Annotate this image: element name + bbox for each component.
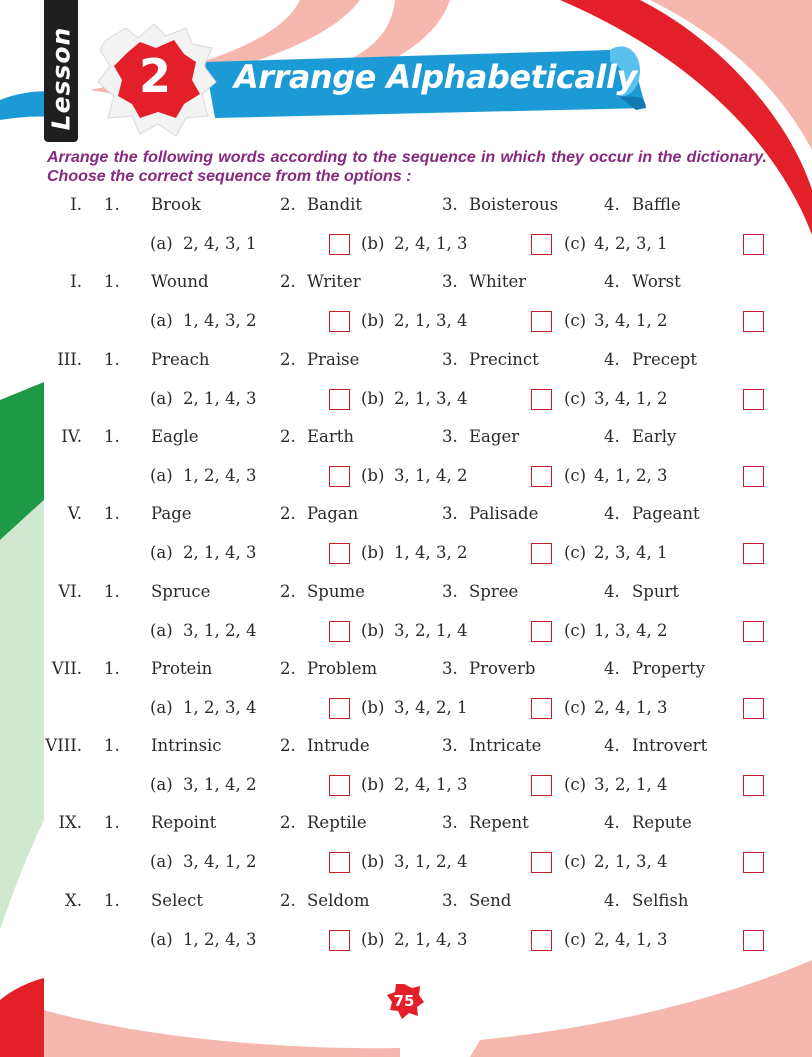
option-c-label: (c) bbox=[564, 234, 587, 253]
option-c-checkbox[interactable] bbox=[743, 466, 764, 487]
option-b-sequence: 3, 2, 1, 4 bbox=[394, 621, 468, 640]
word: Precept bbox=[632, 350, 697, 369]
word: Intrude bbox=[307, 736, 370, 755]
option-c-label: (c) bbox=[564, 621, 587, 640]
option-c-checkbox[interactable] bbox=[743, 930, 764, 951]
option-b-checkbox[interactable] bbox=[531, 775, 552, 796]
option-a-label: (a) bbox=[150, 621, 173, 640]
word: Send bbox=[469, 891, 512, 910]
option-c-sequence: 4, 1, 2, 3 bbox=[594, 466, 668, 485]
word-number: 2. bbox=[280, 813, 296, 832]
option-b-label: (b) bbox=[361, 466, 385, 485]
option-c-checkbox[interactable] bbox=[743, 311, 764, 332]
word-number: 1. bbox=[104, 659, 120, 678]
option-b-checkbox[interactable] bbox=[531, 621, 552, 642]
option-c-sequence: 4, 2, 3, 1 bbox=[594, 234, 668, 253]
option-b-sequence: 3, 1, 4, 2 bbox=[394, 466, 468, 485]
word-number: 1. bbox=[104, 350, 120, 369]
word: Spume bbox=[307, 582, 365, 601]
word: Brook bbox=[151, 195, 201, 214]
option-b-sequence: 2, 4, 1, 3 bbox=[394, 775, 468, 794]
word-number: 1. bbox=[104, 736, 120, 755]
option-c-label: (c) bbox=[564, 311, 587, 330]
word-number: 3. bbox=[442, 427, 458, 446]
word-number: 2. bbox=[280, 659, 296, 678]
option-c-sequence: 2, 4, 1, 3 bbox=[594, 698, 668, 717]
question-numeral: VII. bbox=[51, 659, 82, 678]
option-a-sequence: 1, 2, 3, 4 bbox=[183, 698, 257, 717]
option-a-sequence: 3, 4, 1, 2 bbox=[183, 852, 257, 871]
question-numeral: IV. bbox=[61, 427, 82, 446]
option-b-sequence: 2, 4, 1, 3 bbox=[394, 234, 468, 253]
option-a-checkbox[interactable] bbox=[329, 466, 350, 487]
option-b-checkbox[interactable] bbox=[531, 930, 552, 951]
word-number: 1. bbox=[104, 813, 120, 832]
word-number: 3. bbox=[442, 582, 458, 601]
option-b-label: (b) bbox=[361, 234, 385, 253]
word: Writer bbox=[307, 272, 361, 291]
option-a-sequence: 1, 2, 4, 3 bbox=[183, 930, 257, 949]
option-b-checkbox[interactable] bbox=[531, 389, 552, 410]
word-number: 1. bbox=[104, 272, 120, 291]
option-c-label: (c) bbox=[564, 930, 587, 949]
option-a-label: (a) bbox=[150, 930, 173, 949]
option-b-checkbox[interactable] bbox=[531, 543, 552, 564]
word-number: 4. bbox=[604, 350, 620, 369]
word-number: 2. bbox=[280, 350, 296, 369]
word-number: 3. bbox=[442, 195, 458, 214]
word-number: 2. bbox=[280, 736, 296, 755]
word-number: 4. bbox=[604, 427, 620, 446]
lesson-label: Lesson bbox=[46, 26, 76, 130]
option-b-checkbox[interactable] bbox=[531, 311, 552, 332]
option-b-sequence: 3, 1, 2, 4 bbox=[394, 852, 468, 871]
word-number: 3. bbox=[442, 272, 458, 291]
option-c-sequence: 3, 2, 1, 4 bbox=[594, 775, 668, 794]
option-a-sequence: 1, 2, 4, 3 bbox=[183, 466, 257, 485]
word: Proverb bbox=[469, 659, 536, 678]
option-b-checkbox[interactable] bbox=[531, 852, 552, 873]
option-a-label: (a) bbox=[150, 543, 173, 562]
word-number: 2. bbox=[280, 272, 296, 291]
word-number: 4. bbox=[604, 891, 620, 910]
word: Eagle bbox=[151, 427, 199, 446]
option-b-sequence: 2, 1, 3, 4 bbox=[394, 389, 468, 408]
word-number: 1. bbox=[104, 195, 120, 214]
option-c-sequence: 3, 4, 1, 2 bbox=[594, 311, 668, 330]
word: Introvert bbox=[632, 736, 708, 755]
option-b-label: (b) bbox=[361, 852, 385, 871]
option-b-label: (b) bbox=[361, 775, 385, 794]
option-a-checkbox[interactable] bbox=[329, 621, 350, 642]
option-c-checkbox[interactable] bbox=[743, 543, 764, 564]
option-a-sequence: 3, 1, 4, 2 bbox=[183, 775, 257, 794]
word: Whiter bbox=[469, 272, 527, 291]
option-a-label: (a) bbox=[150, 775, 173, 794]
word: Selfish bbox=[632, 891, 689, 910]
word-number: 1. bbox=[104, 582, 120, 601]
option-a-sequence: 1, 4, 3, 2 bbox=[183, 311, 257, 330]
option-c-checkbox[interactable] bbox=[743, 698, 764, 719]
option-c-checkbox[interactable] bbox=[743, 621, 764, 642]
word: Spurt bbox=[632, 582, 680, 601]
word: Intrinsic bbox=[151, 736, 222, 755]
lesson-number: 2 bbox=[138, 49, 171, 103]
word-number: 4. bbox=[604, 659, 620, 678]
option-a-checkbox[interactable] bbox=[329, 852, 350, 873]
instructions: Arrange the following words according to the sequence in which they occur in the dictionary. Choose the correct sequence from the options : bbox=[47, 149, 767, 185]
lesson-label-wrap bbox=[44, 18, 78, 138]
word-number: 2. bbox=[280, 427, 296, 446]
option-a-checkbox[interactable] bbox=[329, 311, 350, 332]
word: Worst bbox=[632, 272, 681, 291]
word: Protein bbox=[151, 659, 213, 678]
word: Intricate bbox=[469, 736, 542, 755]
option-c-label: (c) bbox=[564, 775, 587, 794]
word: Palisade bbox=[469, 504, 539, 523]
option-b-checkbox[interactable] bbox=[531, 698, 552, 719]
option-b-sequence: 2, 1, 4, 3 bbox=[394, 930, 468, 949]
question-numeral: VIII. bbox=[45, 736, 82, 755]
word-number: 3. bbox=[442, 736, 458, 755]
option-c-label: (c) bbox=[564, 466, 587, 485]
word: Praise bbox=[307, 350, 360, 369]
word: Precinct bbox=[469, 350, 539, 369]
option-a-sequence: 2, 1, 4, 3 bbox=[183, 389, 257, 408]
option-c-label: (c) bbox=[564, 852, 587, 871]
word-number: 4. bbox=[604, 813, 620, 832]
option-c-label: (c) bbox=[564, 543, 587, 562]
word-number: 3. bbox=[442, 350, 458, 369]
option-c-label: (c) bbox=[564, 698, 587, 717]
option-a-label: (a) bbox=[150, 389, 173, 408]
option-c-checkbox[interactable] bbox=[743, 852, 764, 873]
word-number: 4. bbox=[604, 272, 620, 291]
word: Early bbox=[632, 427, 677, 446]
option-b-label: (b) bbox=[361, 311, 385, 330]
word: Pagan bbox=[307, 504, 359, 523]
word: Page bbox=[151, 504, 192, 523]
option-b-label: (b) bbox=[361, 621, 385, 640]
option-b-checkbox[interactable] bbox=[531, 234, 552, 255]
word: Baffle bbox=[632, 195, 681, 214]
question-numeral: I. bbox=[70, 195, 82, 214]
option-b-label: (b) bbox=[361, 543, 385, 562]
option-c-sequence: 1, 3, 4, 2 bbox=[594, 621, 668, 640]
option-b-checkbox[interactable] bbox=[531, 466, 552, 487]
option-a-checkbox[interactable] bbox=[329, 389, 350, 410]
word: Property bbox=[632, 659, 706, 678]
word-number: 4. bbox=[604, 582, 620, 601]
word-number: 2. bbox=[280, 504, 296, 523]
option-a-label: (a) bbox=[150, 311, 173, 330]
word: Reptile bbox=[307, 813, 367, 832]
option-a-checkbox[interactable] bbox=[329, 543, 350, 564]
word: Earth bbox=[307, 427, 355, 446]
word: Bandit bbox=[307, 195, 363, 214]
word-number: 1. bbox=[104, 427, 120, 446]
word: Repent bbox=[469, 813, 529, 832]
word: Boisterous bbox=[469, 195, 559, 214]
option-c-label: (c) bbox=[564, 389, 587, 408]
option-a-checkbox[interactable] bbox=[329, 930, 350, 951]
word-number: 4. bbox=[604, 504, 620, 523]
option-a-checkbox[interactable] bbox=[329, 234, 350, 255]
word: Wound bbox=[151, 272, 209, 291]
word-number: 1. bbox=[104, 891, 120, 910]
option-a-label: (a) bbox=[150, 466, 173, 485]
word: Repute bbox=[632, 813, 692, 832]
word-number: 4. bbox=[604, 195, 620, 214]
option-b-sequence: 1, 4, 3, 2 bbox=[394, 543, 468, 562]
question-numeral: VI. bbox=[58, 582, 82, 601]
word-number: 3. bbox=[442, 891, 458, 910]
option-c-checkbox[interactable] bbox=[743, 389, 764, 410]
option-b-sequence: 2, 1, 3, 4 bbox=[394, 311, 468, 330]
page-number: 75 bbox=[393, 992, 415, 1010]
word: Eager bbox=[469, 427, 520, 446]
word-number: 2. bbox=[280, 891, 296, 910]
question-numeral: V. bbox=[67, 504, 82, 523]
question-numeral: III. bbox=[57, 350, 82, 369]
option-b-label: (b) bbox=[361, 389, 385, 408]
word-number: 2. bbox=[280, 195, 296, 214]
option-b-label: (b) bbox=[361, 698, 385, 717]
word: Spruce bbox=[151, 582, 211, 601]
option-c-sequence: 2, 3, 4, 1 bbox=[594, 543, 668, 562]
option-c-sequence: 2, 4, 1, 3 bbox=[594, 930, 668, 949]
option-a-checkbox[interactable] bbox=[329, 698, 350, 719]
question-numeral: X. bbox=[65, 891, 82, 910]
word: Repoint bbox=[151, 813, 217, 832]
option-c-checkbox[interactable] bbox=[743, 775, 764, 796]
option-a-sequence: 2, 4, 3, 1 bbox=[183, 234, 257, 253]
option-a-label: (a) bbox=[150, 852, 173, 871]
word: Select bbox=[151, 891, 203, 910]
word-number: 4. bbox=[604, 736, 620, 755]
word: Seldom bbox=[307, 891, 370, 910]
word: Pageant bbox=[632, 504, 700, 523]
page-title: Arrange Alphabetically bbox=[234, 58, 637, 96]
word-number: 3. bbox=[442, 504, 458, 523]
option-a-label: (a) bbox=[150, 698, 173, 717]
word-number: 2. bbox=[280, 582, 296, 601]
word: Preach bbox=[151, 350, 210, 369]
option-c-sequence: 3, 4, 1, 2 bbox=[594, 389, 668, 408]
word: Problem bbox=[307, 659, 378, 678]
question-numeral: IX. bbox=[58, 813, 82, 832]
word-number: 1. bbox=[104, 504, 120, 523]
option-a-sequence: 2, 1, 4, 3 bbox=[183, 543, 257, 562]
word: Spree bbox=[469, 582, 519, 601]
option-a-label: (a) bbox=[150, 234, 173, 253]
option-c-sequence: 2, 1, 3, 4 bbox=[594, 852, 668, 871]
option-a-checkbox[interactable] bbox=[329, 775, 350, 796]
question-numeral: I. bbox=[70, 272, 82, 291]
option-c-checkbox[interactable] bbox=[743, 234, 764, 255]
option-b-sequence: 3, 4, 2, 1 bbox=[394, 698, 468, 717]
option-b-label: (b) bbox=[361, 930, 385, 949]
word-number: 3. bbox=[442, 813, 458, 832]
word-number: 3. bbox=[442, 659, 458, 678]
option-a-sequence: 3, 1, 2, 4 bbox=[183, 621, 257, 640]
